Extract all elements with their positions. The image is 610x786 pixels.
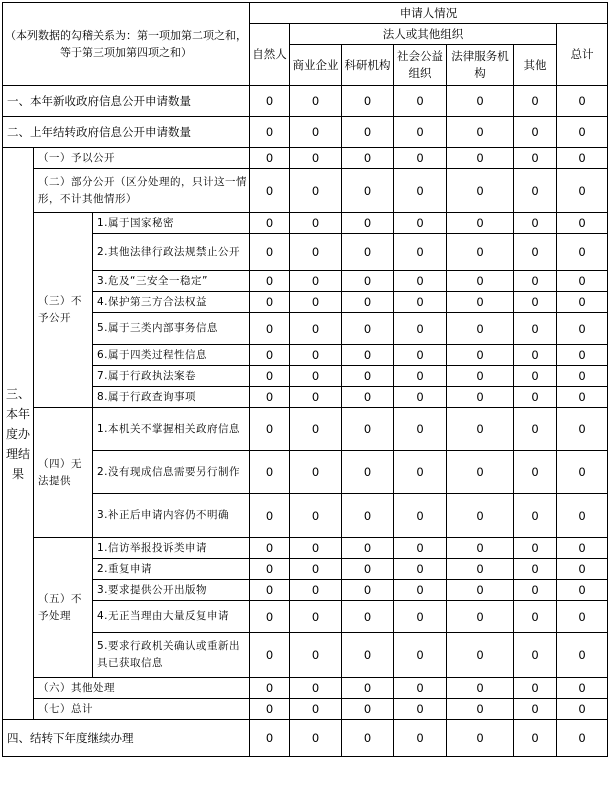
group-not-processed-item: 5.要求行政机关确认或重新出具已获取信息	[93, 633, 250, 678]
header-research: 科研机构	[342, 45, 394, 86]
table-row	[3, 313, 608, 345]
value-cell: 0	[447, 169, 514, 213]
value-cell: 0	[290, 313, 342, 345]
value-cell: 0	[514, 494, 557, 538]
value-cell: 0	[514, 313, 557, 345]
table-row	[3, 345, 608, 366]
value-cell: 0	[394, 117, 447, 148]
group-unable-to-provide-label: （四）无法提供	[34, 408, 93, 538]
value-cell: 0	[514, 234, 557, 271]
value-cell: 0	[290, 699, 342, 720]
value-cell: 0	[447, 213, 514, 234]
header-legal-service: 法律服务机构	[447, 45, 514, 86]
value-cell: 0	[514, 408, 557, 451]
group-not-disclosed-label: （三）不予公开	[34, 213, 93, 408]
table-row	[3, 366, 608, 387]
value-cell: 0	[290, 234, 342, 271]
group-not-disclosed-item: 8.属于行政查询事项	[93, 387, 250, 408]
value-cell: 0	[447, 345, 514, 366]
value-cell: 0	[342, 699, 394, 720]
header-legal-group: 法人或其他组织	[290, 24, 557, 45]
value-cell: 0	[250, 678, 290, 699]
table-row	[3, 169, 608, 213]
value-cell: 0	[290, 408, 342, 451]
value-cell: 0	[250, 580, 290, 601]
value-cell: 0	[514, 117, 557, 148]
value-cell: 0	[342, 213, 394, 234]
value-cell: 0	[514, 366, 557, 387]
value-cell: 0	[447, 366, 514, 387]
value-cell: 0	[342, 601, 394, 633]
value-cell: 0	[557, 387, 608, 408]
value-cell: 0	[447, 451, 514, 494]
section-new-requests: 一、本年新收政府信息公开申请数量	[3, 86, 250, 117]
value-cell: 0	[250, 699, 290, 720]
value-cell: 0	[290, 538, 342, 559]
value-cell: 0	[514, 720, 557, 757]
row-disclosed: （一）予以公开	[34, 148, 250, 169]
section-carry-forward: 四、结转下年度继续办理	[3, 720, 250, 757]
table-row	[3, 451, 608, 494]
value-cell: 0	[557, 292, 608, 313]
value-cell: 0	[447, 86, 514, 117]
value-cell: 0	[250, 86, 290, 117]
group-not-disclosed-item: 5.属于三类内部事务信息	[93, 313, 250, 345]
value-cell: 0	[290, 345, 342, 366]
header-natural-person: 自然人	[250, 24, 290, 86]
table-row	[3, 117, 608, 148]
value-cell: 0	[250, 720, 290, 757]
value-cell: 0	[557, 271, 608, 292]
value-cell: 0	[250, 213, 290, 234]
table-row	[3, 387, 608, 408]
value-cell: 0	[447, 234, 514, 271]
value-cell: 0	[447, 408, 514, 451]
value-cell: 0	[250, 117, 290, 148]
table-row	[3, 633, 608, 678]
value-cell: 0	[250, 451, 290, 494]
value-cell: 0	[557, 117, 608, 148]
value-cell: 0	[514, 451, 557, 494]
value-cell: 0	[447, 117, 514, 148]
value-cell: 0	[557, 538, 608, 559]
value-cell: 0	[557, 148, 608, 169]
value-cell: 0	[514, 633, 557, 678]
value-cell: 0	[342, 633, 394, 678]
group-not-disclosed-item: 7.属于行政执法案卷	[93, 366, 250, 387]
group-not-processed-item: 2.重复申请	[93, 559, 250, 580]
row-partially-disclosed: （二）部分公开（区分处理的，只计这一情形，不计其他情形）	[34, 169, 250, 213]
value-cell: 0	[557, 720, 608, 757]
value-cell: 0	[250, 271, 290, 292]
value-cell: 0	[290, 271, 342, 292]
table-row	[3, 559, 608, 580]
value-cell: 0	[394, 387, 447, 408]
value-cell: 0	[342, 169, 394, 213]
value-cell: 0	[290, 86, 342, 117]
value-cell: 0	[447, 678, 514, 699]
value-cell: 0	[250, 633, 290, 678]
value-cell: 0	[342, 271, 394, 292]
value-cell: 0	[290, 292, 342, 313]
value-cell: 0	[342, 117, 394, 148]
header-social: 社会公益组织	[394, 45, 447, 86]
value-cell: 0	[514, 213, 557, 234]
value-cell: 0	[290, 213, 342, 234]
value-cell: 0	[514, 148, 557, 169]
value-cell: 0	[250, 234, 290, 271]
value-cell: 0	[514, 387, 557, 408]
value-cell: 0	[557, 559, 608, 580]
value-cell: 0	[342, 387, 394, 408]
value-cell: 0	[447, 292, 514, 313]
value-cell: 0	[250, 538, 290, 559]
value-cell: 0	[447, 387, 514, 408]
header-total: 总计	[557, 24, 608, 86]
table-row	[3, 601, 608, 633]
value-cell: 0	[557, 86, 608, 117]
value-cell: 0	[447, 720, 514, 757]
table-row	[3, 148, 608, 169]
value-cell: 0	[557, 678, 608, 699]
value-cell: 0	[557, 313, 608, 345]
value-cell: 0	[342, 86, 394, 117]
value-cell: 0	[394, 580, 447, 601]
value-cell: 0	[394, 213, 447, 234]
group-not-processed-item: 4.无正当理由大量反复申请	[93, 601, 250, 633]
group-not-disclosed-item: 6.属于四类过程性信息	[93, 345, 250, 366]
value-cell: 0	[557, 366, 608, 387]
value-cell: 0	[342, 234, 394, 271]
value-cell: 0	[342, 292, 394, 313]
value-cell: 0	[557, 213, 608, 234]
value-cell: 0	[394, 366, 447, 387]
value-cell: 0	[557, 451, 608, 494]
table-row	[3, 699, 608, 720]
value-cell: 0	[514, 559, 557, 580]
table-row	[3, 720, 608, 757]
value-cell: 0	[394, 720, 447, 757]
value-cell: 0	[342, 678, 394, 699]
value-cell: 0	[447, 601, 514, 633]
value-cell: 0	[514, 580, 557, 601]
header-commercial: 商业企业	[290, 45, 342, 86]
value-cell: 0	[290, 580, 342, 601]
section-carried-over: 二、上年结转政府信息公开申请数量	[3, 117, 250, 148]
group-not-disclosed-item: 4.保护第三方合法权益	[93, 292, 250, 313]
value-cell: 0	[447, 699, 514, 720]
value-cell: 0	[557, 169, 608, 213]
value-cell: 0	[342, 720, 394, 757]
value-cell: 0	[342, 559, 394, 580]
value-cell: 0	[290, 601, 342, 633]
value-cell: 0	[290, 148, 342, 169]
value-cell: 0	[290, 366, 342, 387]
value-cell: 0	[447, 559, 514, 580]
value-cell: 0	[250, 494, 290, 538]
value-cell: 0	[557, 408, 608, 451]
value-cell: 0	[394, 234, 447, 271]
group-not-disclosed-item: 3.危及“三安全一稳定”	[93, 271, 250, 292]
value-cell: 0	[447, 148, 514, 169]
value-cell: 0	[514, 538, 557, 559]
value-cell: 0	[342, 538, 394, 559]
table-row	[3, 494, 608, 538]
value-cell: 0	[250, 292, 290, 313]
table-row	[3, 271, 608, 292]
table-row	[3, 234, 608, 271]
value-cell: 0	[514, 699, 557, 720]
value-cell: 0	[394, 559, 447, 580]
value-cell: 0	[342, 494, 394, 538]
value-cell: 0	[394, 699, 447, 720]
value-cell: 0	[342, 313, 394, 345]
value-cell: 0	[250, 408, 290, 451]
value-cell: 0	[394, 451, 447, 494]
header-other: 其他	[514, 45, 557, 86]
value-cell: 0	[394, 86, 447, 117]
value-cell: 0	[394, 292, 447, 313]
value-cell: 0	[514, 345, 557, 366]
table-row	[3, 292, 608, 313]
value-cell: 0	[447, 494, 514, 538]
table-row	[3, 580, 608, 601]
value-cell: 0	[557, 633, 608, 678]
government-info-disclosure-table	[2, 2, 608, 757]
value-cell: 0	[342, 580, 394, 601]
value-cell: 0	[342, 408, 394, 451]
value-cell: 0	[514, 86, 557, 117]
table-row	[3, 678, 608, 699]
group-not-disclosed-item: 1.属于国家秘密	[93, 213, 250, 234]
value-cell: 0	[557, 494, 608, 538]
value-cell: 0	[394, 633, 447, 678]
value-cell: 0	[557, 699, 608, 720]
value-cell: 0	[557, 234, 608, 271]
group-unable-to-provide-item: 2.没有现成信息需要另行制作	[93, 451, 250, 494]
value-cell: 0	[250, 559, 290, 580]
value-cell: 0	[557, 580, 608, 601]
value-cell: 0	[290, 494, 342, 538]
table-row	[3, 86, 608, 117]
value-cell: 0	[557, 345, 608, 366]
value-cell: 0	[394, 313, 447, 345]
value-cell: 0	[514, 292, 557, 313]
value-cell: 0	[250, 148, 290, 169]
group-not-processed-item: 1.信访举报投诉类申请	[93, 538, 250, 559]
row-results-total: （七）总计	[34, 699, 250, 720]
header-applicant: 申请人情况	[250, 3, 608, 24]
value-cell: 0	[394, 678, 447, 699]
value-cell: 0	[514, 169, 557, 213]
value-cell: 0	[290, 451, 342, 494]
group-not-disclosed-item: 2.其他法律行政法规禁止公开	[93, 234, 250, 271]
value-cell: 0	[290, 387, 342, 408]
value-cell: 0	[447, 633, 514, 678]
value-cell: 0	[290, 720, 342, 757]
group-unable-to-provide-item: 3.补正后申请内容仍不明确	[93, 494, 250, 538]
value-cell: 0	[447, 313, 514, 345]
value-cell: 0	[250, 387, 290, 408]
value-cell: 0	[394, 538, 447, 559]
value-cell: 0	[514, 271, 557, 292]
group-unable-to-provide-item: 1.本机关不掌握相关政府信息	[93, 408, 250, 451]
value-cell: 0	[290, 117, 342, 148]
value-cell: 0	[342, 366, 394, 387]
group-not-processed-label: （五）不予处理	[34, 538, 93, 678]
value-cell: 0	[250, 366, 290, 387]
value-cell: 0	[342, 345, 394, 366]
value-cell: 0	[557, 601, 608, 633]
value-cell: 0	[394, 169, 447, 213]
table-row	[3, 538, 608, 559]
value-cell: 0	[250, 345, 290, 366]
value-cell: 0	[447, 580, 514, 601]
value-cell: 0	[394, 148, 447, 169]
section-results-label: 三、本年度办理结果	[3, 148, 34, 720]
value-cell: 0	[342, 451, 394, 494]
value-cell: 0	[290, 678, 342, 699]
value-cell: 0	[342, 148, 394, 169]
value-cell: 0	[394, 601, 447, 633]
value-cell: 0	[394, 408, 447, 451]
value-cell: 0	[447, 538, 514, 559]
value-cell: 0	[514, 601, 557, 633]
value-cell: 0	[290, 559, 342, 580]
value-cell: 0	[250, 601, 290, 633]
header-note: （本列数据的勾稽关系为：第一项加第二项之和，等于第三项加第四项之和）	[3, 3, 250, 86]
value-cell: 0	[290, 633, 342, 678]
value-cell: 0	[514, 678, 557, 699]
table-row	[3, 213, 608, 234]
value-cell: 0	[290, 169, 342, 213]
value-cell: 0	[447, 271, 514, 292]
value-cell: 0	[250, 169, 290, 213]
group-not-processed-item: 3.要求提供公开出版物	[93, 580, 250, 601]
row-other-handling: （六）其他处理	[34, 678, 250, 699]
value-cell: 0	[250, 313, 290, 345]
value-cell: 0	[394, 494, 447, 538]
value-cell: 0	[394, 345, 447, 366]
table-row	[3, 408, 608, 451]
value-cell: 0	[394, 271, 447, 292]
